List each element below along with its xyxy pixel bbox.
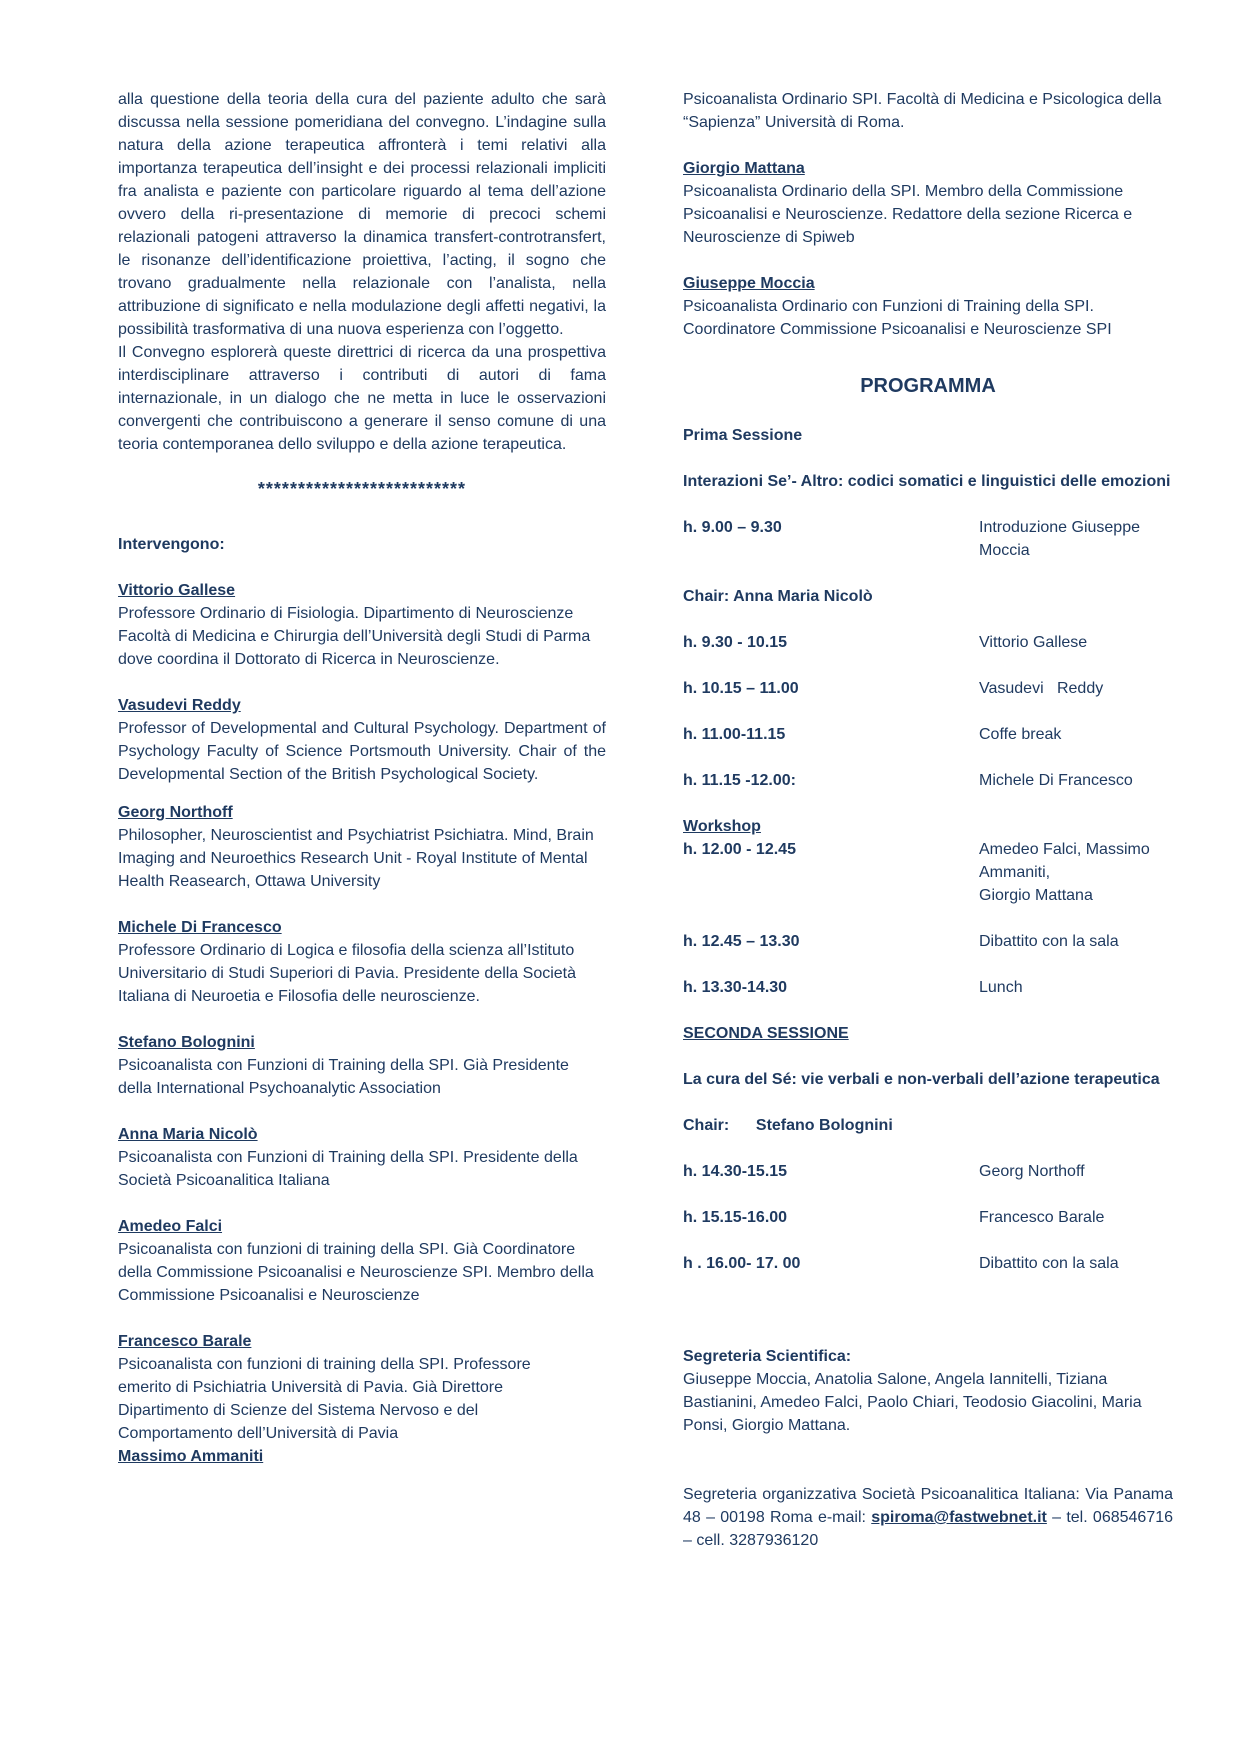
prima-tema: Interazioni Se’- Altro: codici somatici e linguistici delle emozioni xyxy=(683,473,1171,490)
schedule-row-intro xyxy=(683,516,1173,562)
prima-sessione: Prima Sessione xyxy=(683,427,803,444)
schedule-item: Georg Northoff xyxy=(979,1163,1085,1180)
schedule-item: Vasudevi Reddy xyxy=(979,680,1104,697)
segreteria-org-text: Segreteria organizzativa Società Psicoanalitica Italiana: Via Panama 48 – 00198 Roma e-mail: xyxy=(683,1486,1173,1526)
schedule-time: h. 9.30 - 10.15 xyxy=(683,634,788,651)
speaker-bio: Psicoanalista con Funzioni di Training della SPI. Presidente della Società Psicoanalitica Italiana xyxy=(118,1149,578,1189)
speaker-bio: Philosopher, Neuroscientist and Psychiatrist Psichiatra. Mind, Brain Imaging and Neuroethics Research Unit - Royal Institute of Mental Health Reasearch, Ottawa University xyxy=(118,827,594,890)
schedule-item xyxy=(979,838,1173,907)
seconda-tema: La cura del Sé: vie verbali e non-verbali dell’azione terapeutica xyxy=(683,1071,1160,1088)
schedule-item: Francesco Barale xyxy=(979,1209,1105,1226)
speakers-heading: Intervengono: xyxy=(118,536,225,553)
speaker-name: Stefano Bolognini xyxy=(118,1034,255,1051)
speaker-gallese xyxy=(118,579,606,671)
speaker-di-francesco xyxy=(118,916,606,1008)
workshop-line-2: Giorgio Mattana xyxy=(979,887,1093,904)
schedule-row xyxy=(683,1160,1173,1183)
speaker-nicolo xyxy=(118,1123,606,1192)
schedule-time: h. 11.15 -12.00: xyxy=(683,772,796,789)
schedule-row xyxy=(683,631,1173,654)
schedule-row xyxy=(683,1206,1173,1229)
speaker-name-ammaniti: Massimo Ammaniti xyxy=(118,1448,264,1465)
speaker-bio: Psicoanalista con funzioni di training della SPI. Professore emerito di Psichiatria Università di Pavia. Già Direttore Dipartimento di Scienze del Sistema Nervoso e del Comportamento dell’Università di Pavia xyxy=(118,1356,531,1442)
speaker-reddy xyxy=(118,694,606,786)
schedule-row xyxy=(683,723,1173,746)
separator: ************************** xyxy=(257,479,467,499)
schedule-time: h . 16.00- 17. 00 xyxy=(683,1255,801,1272)
schedule-item: Introduzione Giuseppe Moccia xyxy=(979,519,1140,559)
schedule-item: Vittorio Gallese xyxy=(979,634,1088,651)
workshop-line-1: Amedeo Falci, Massimo Ammaniti, xyxy=(979,841,1150,881)
intro-paragraph-2: Il Convegno esplorerà queste direttrici di ricerca da una prospettiva interdisciplinare attraverso i contributi di autori di fama internazionale, in un dialogo che ne metta in luce le osservazioni convergenti che contribuiscono a generare il senso comune di una teoria contemporanea dello sviluppo e della azione terapeutica. xyxy=(118,344,606,453)
schedule-item: Dibattito con la sala xyxy=(979,933,1119,950)
speaker-northoff xyxy=(118,801,606,893)
intro-paragraph-1: alla questione della teoria della cura del paziente adulto che sarà discussa nella sessione pomeridiana del convegno. L’indagine sulla natura della azione terapeutica affronterà i temi relativi alla importanza terapeutica dell’insight e dei processi relazionali impliciti fra analista e paziente con particolare riguardo al tema dell’azione ovvero della ri-presentazione di memorie di precoci schemi relazionali patogeni attraverso la dinamica transfert-controtransfert, le risonanze dell’identificazione proiettiva, l’acting, il sogno che trovano gradualmente nella relazionale con l’analista, nella attribuzione di significato e nella modulazione degli affetti negativi, la possibilità trasformativa di una nuova esperienza con l’oggetto. xyxy=(118,91,606,338)
speaker-name: Georg Northoff xyxy=(118,804,233,821)
speaker-mattana xyxy=(683,157,1173,249)
speaker-barale xyxy=(118,1330,606,1445)
speaker-name: Amedeo Falci xyxy=(118,1218,223,1235)
speaker-bio: Professore Ordinario di Fisiologia. Dipartimento di Neuroscienze Facoltà di Medicina e Chirurgia dell’Università degli Studi di Parma dove coordina il Dottorato di Ricerca in Neuroscienze. xyxy=(118,605,591,668)
speaker-bolognini xyxy=(118,1031,606,1100)
left-column xyxy=(118,88,606,1468)
speaker-falci xyxy=(118,1215,606,1307)
speaker-name: Anna Maria Nicolò xyxy=(118,1126,258,1143)
speaker-bio: Psicoanalista Ordinario con Funzioni di Training della SPI. Coordinatore Commissione Psicoanalisi e Neuroscienze SPI xyxy=(683,298,1112,338)
workshop-label: Workshop xyxy=(683,818,761,835)
speaker-name: Giorgio Mattana xyxy=(683,160,805,177)
schedule-item: Dibattito con la sala xyxy=(979,1255,1119,1272)
schedule-time: h. 12.45 – 13.30 xyxy=(683,933,800,950)
speaker-name: Francesco Barale xyxy=(118,1333,252,1350)
schedule-row xyxy=(683,769,1173,792)
speaker-moccia xyxy=(683,272,1173,341)
schedule-row xyxy=(683,930,1173,953)
schedule-item: Coffe break xyxy=(979,726,1062,743)
speaker-name: Vittorio Gallese xyxy=(118,582,236,599)
schedule-row xyxy=(683,677,1173,700)
schedule-time: h. 15.15-16.00 xyxy=(683,1209,788,1226)
segreteria-scientifica-names: Giuseppe Moccia, Anatolia Salone, Angela Iannitelli, Tiziana Bastianini, Amedeo Falci, Paolo Chiari, Teodosio Giacolini, Maria Ponsi, Giorgio Mattana. xyxy=(683,1371,1142,1434)
chair-1: Chair: Anna Maria Nicolò xyxy=(683,588,873,605)
programma-title: PROGRAMMA xyxy=(860,375,996,397)
chair-2: Chair: Stefano Bolognini xyxy=(683,1117,893,1134)
seconda-sessione: SECONDA SESSIONE xyxy=(683,1025,849,1042)
speaker-bio: Professor of Developmental and Cultural Psychology. Department of Psychology Faculty of Science Portsmouth University. Chair of the Developmental Section of the British Psychological Society. xyxy=(118,720,606,783)
schedule-row xyxy=(683,976,1173,999)
speaker-ammaniti-bio: Psicoanalista Ordinario SPI. Facoltà di Medicina e Psicologica della “Sapienza” Università di Roma. xyxy=(683,91,1162,131)
speaker-name: Michele Di Francesco xyxy=(118,919,282,936)
schedule-time: h. 12.00 - 12.45 xyxy=(683,841,796,858)
speaker-bio: Psicoanalista Ordinario della SPI. Membro della Commissione Psicoanalisi e Neuroscienze. Redattore della sezione Ricerca e Neuroscienze di Spiweb xyxy=(683,183,1133,246)
schedule-time: h. 14.30-15.15 xyxy=(683,1163,788,1180)
segreteria-scientifica-label: Segreteria Scientifica: xyxy=(683,1348,852,1365)
schedule-row-workshop xyxy=(683,838,1173,907)
schedule-row xyxy=(683,1252,1173,1275)
schedule-item: Michele Di Francesco xyxy=(979,772,1133,789)
segreteria-org-tel: – tel. 068546716 – cell. 3287936120 xyxy=(683,1509,1174,1549)
schedule-time: h. 9.00 – 9.30 xyxy=(683,519,782,536)
right-column xyxy=(683,88,1173,1552)
speaker-name: Vasudevi Reddy xyxy=(118,697,241,714)
segreteria-organizzativa xyxy=(683,1483,1173,1552)
schedule-time: h. 10.15 – 11.00 xyxy=(683,680,799,697)
schedule-time: h. 11.00-11.15 xyxy=(683,726,786,743)
schedule-item: Lunch xyxy=(979,979,1023,996)
speaker-bio: Psicoanalista con Funzioni di Training della SPI. Già Presidente della International Psychoanalytic Association xyxy=(118,1057,569,1097)
speaker-name: Giuseppe Moccia xyxy=(683,275,815,292)
schedule-time: h. 13.30-14.30 xyxy=(683,979,788,996)
speaker-bio: Professore Ordinario di Logica e filosofia della scienza all’Istituto Universitario di Studi Superiori di Pavia. Presidente della Società Italiana di Neuroetia e Filosofia delle neuroscienze. xyxy=(118,942,577,1005)
speaker-bio: Psicoanalista con funzioni di training della SPI. Già Coordinatore della Commissione Psicoanalisi e Neuroscienze SPI. Membro della Commissione Psicoanalisi e Neuroscienze xyxy=(118,1241,594,1304)
email-link[interactable]: spiroma@fastwebnet.it xyxy=(871,1509,1047,1526)
